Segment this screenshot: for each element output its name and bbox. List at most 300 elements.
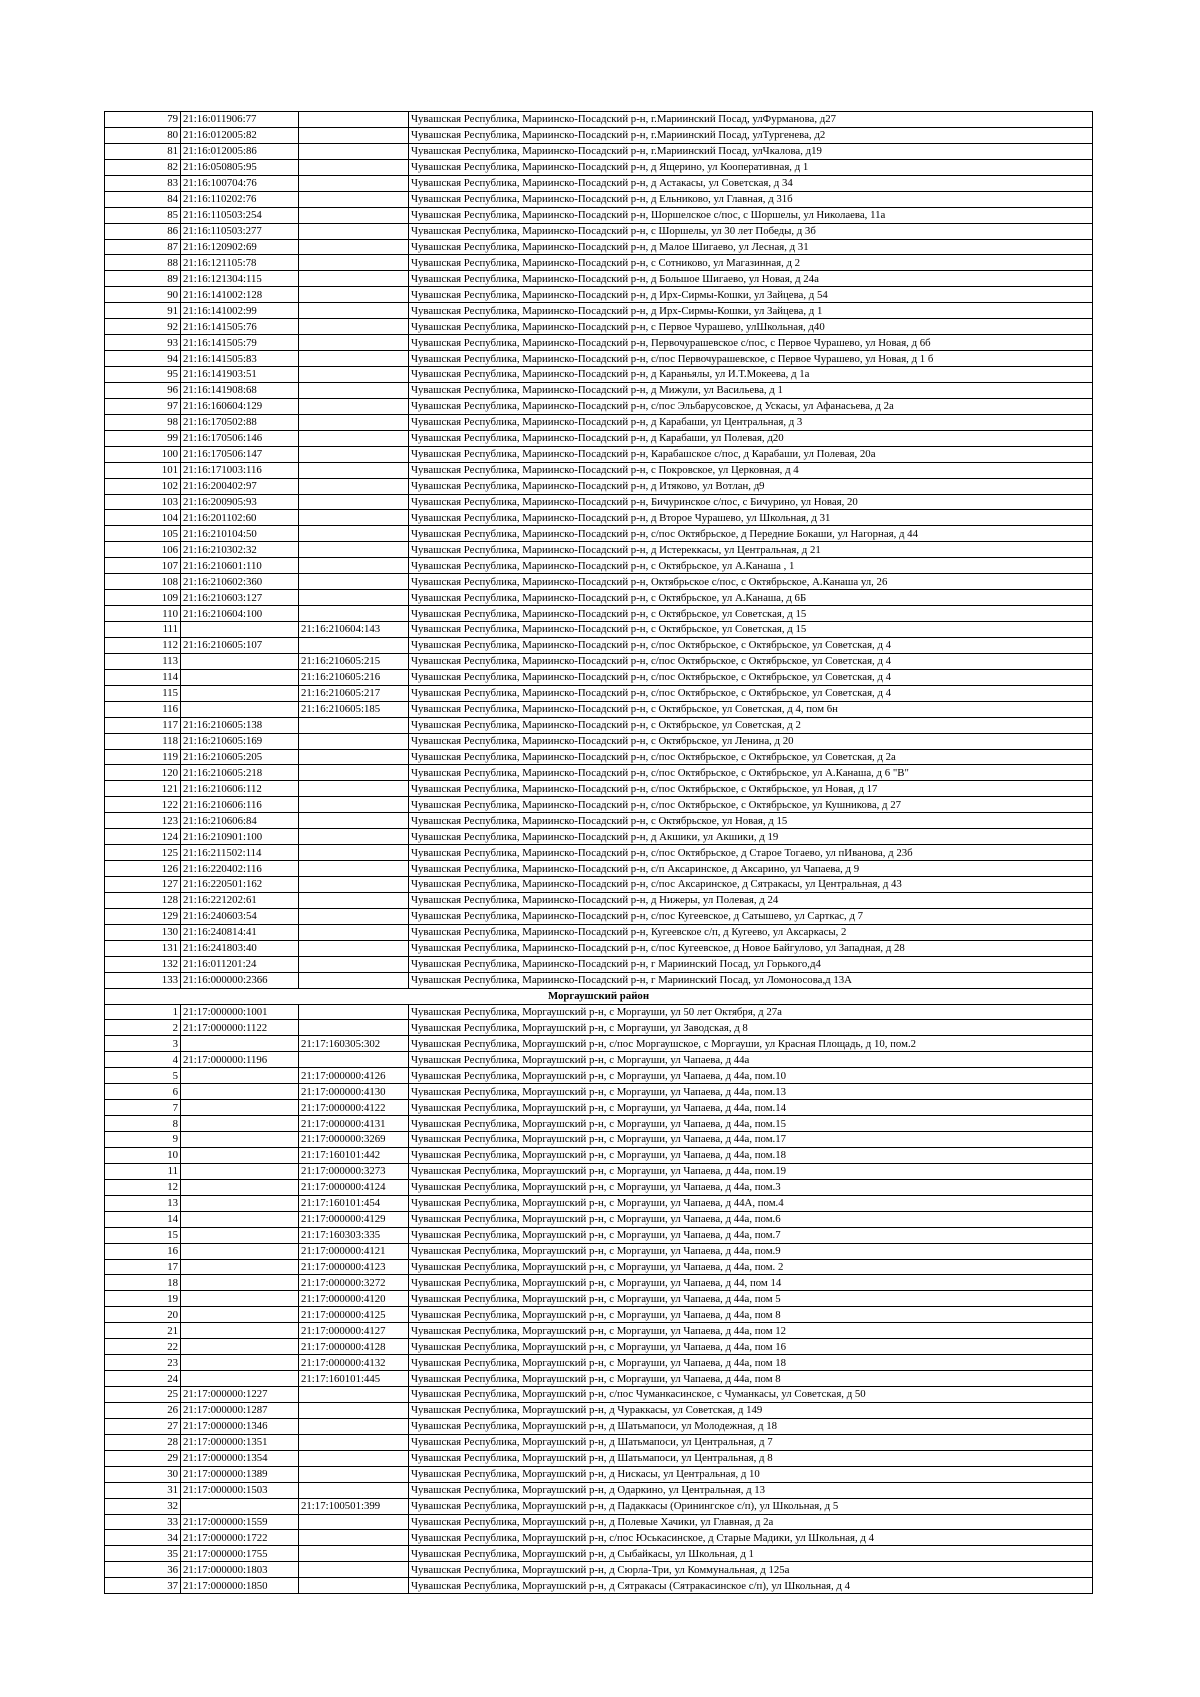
address: Чувашская Республика, Моргаушский р-н, д Сыбайкасы, ул Школьная, д 1 (409, 1546, 1093, 1562)
premises-cadastral-number (299, 892, 409, 908)
cadastral-number: 21:16:210603:127 (181, 590, 299, 606)
cadastral-number (181, 1195, 299, 1211)
row-number: 119 (105, 749, 181, 765)
premises-cadastral-number: 21:17:160101:445 (299, 1371, 409, 1387)
cadastral-number: 21:16:211502:114 (181, 845, 299, 861)
address: Чувашская Республика, Моргаушский р-н, д Нискасы, ул Центральная, д 10 (409, 1466, 1093, 1482)
address: Чувашская Республика, Мариинско-Посадский р-н, с Сотниково, ул Магазинная, д 2 (409, 255, 1093, 271)
table-row (105, 606, 1093, 622)
address: Чувашская Республика, Мариинско-Посадский р-н, с/пос Эльбарусовское, д Ускасы, ул Афанасьева, д 2а (409, 398, 1093, 414)
cadastral-number: 21:17:000000:1755 (181, 1546, 299, 1562)
premises-cadastral-number (299, 414, 409, 430)
cadastral-number: 21:16:141505:76 (181, 319, 299, 335)
table-row (105, 1450, 1093, 1466)
table-row (105, 446, 1093, 462)
row-number: 30 (105, 1466, 181, 1482)
cadastral-number (181, 1243, 299, 1259)
row-number: 124 (105, 829, 181, 845)
premises-cadastral-number (299, 861, 409, 877)
row-number: 84 (105, 191, 181, 207)
table-row (105, 924, 1093, 940)
row-number: 33 (105, 1514, 181, 1530)
row-number: 91 (105, 303, 181, 319)
cadastral-number: 21:16:170502:88 (181, 414, 299, 430)
table-row (105, 892, 1093, 908)
row-number: 130 (105, 924, 181, 940)
row-number: 89 (105, 271, 181, 287)
address: Чувашская Республика, Моргаушский р-н, д Сюрла-Три, ул Коммунальная, д 125а (409, 1562, 1093, 1578)
address: Чувашская Республика, Моргаушский р-н, с Моргауши, ул Чапаева, д 44, пом 14 (409, 1275, 1093, 1291)
cadastral-number: 21:17:000000:1850 (181, 1578, 299, 1594)
table-row (105, 542, 1093, 558)
address: Чувашская Республика, Мариинско-Посадский р-н, с/пос Октябрьское, д Старое Тогаево, ул пИванова, д 23б (409, 845, 1093, 861)
address: Чувашская Республика, Мариинско-Посадский р-н, д Акшики, ул Акшики, д 19 (409, 829, 1093, 845)
cadastral-number: 21:16:210602:360 (181, 574, 299, 590)
table-row (105, 1546, 1093, 1562)
cadastral-number: 21:16:210605:205 (181, 749, 299, 765)
address: Чувашская Республика, Моргаушский р-н, с Моргауши, ул Чапаева, д 44а, пом 18 (409, 1355, 1093, 1371)
address: Чувашская Республика, Моргаушский р-н, д Шатьмапоси, ул Центральная, д 7 (409, 1434, 1093, 1450)
row-number: 11 (105, 1163, 181, 1179)
row-number: 123 (105, 813, 181, 829)
premises-cadastral-number (299, 255, 409, 271)
table-row (105, 287, 1093, 303)
row-number: 35 (105, 1546, 181, 1562)
table-row (105, 1147, 1093, 1163)
cadastral-number: 21:17:000000:1196 (181, 1052, 299, 1068)
address: Чувашская Республика, Мариинско-Посадский р-н, г.Мариинский Посад, улФурманова, д27 (409, 112, 1093, 128)
section-header (105, 988, 1093, 1004)
row-number: 10 (105, 1147, 181, 1163)
premises-cadastral-number (299, 940, 409, 956)
premises-cadastral-number (299, 175, 409, 191)
premises-cadastral-number (299, 1546, 409, 1562)
premises-cadastral-number: 21:16:210605:185 (299, 701, 409, 717)
row-number: 3 (105, 1036, 181, 1052)
address: Чувашская Республика, Мариинско-Посадский р-н, с/пос Кугеевское, д Новое Байгулово, ул Западная, д 28 (409, 940, 1093, 956)
rows-mariinsko-posadsky (105, 112, 1093, 989)
table-row (105, 319, 1093, 335)
premises-cadastral-number (299, 558, 409, 574)
row-number: 5 (105, 1068, 181, 1084)
address: Чувашская Республика, Моргаушский р-н, с Моргауши, ул Чапаева, д 44а, пом.7 (409, 1227, 1093, 1243)
table-row (105, 112, 1093, 128)
premises-cadastral-number: 21:17:000000:3272 (299, 1275, 409, 1291)
row-number: 17 (105, 1259, 181, 1275)
premises-cadastral-number (299, 335, 409, 351)
address: Чувашская Республика, Моргаушский р-н, д Полевые Хачики, ул Главная, д 2а (409, 1514, 1093, 1530)
section-title: Моргаушский район (105, 988, 1093, 1004)
cadastral-number (181, 1275, 299, 1291)
row-number: 28 (105, 1434, 181, 1450)
table-row (105, 1418, 1093, 1434)
address: Чувашская Республика, Моргаушский р-н, с Моргауши, ул Чапаева, д 44а, пом 16 (409, 1339, 1093, 1355)
row-number: 16 (105, 1243, 181, 1259)
row-number: 85 (105, 207, 181, 223)
table-row (105, 797, 1093, 813)
cadastral-number: 21:16:141903:51 (181, 367, 299, 383)
address: Чувашская Республика, Мариинско-Посадский р-н, с Октябрьское, ул А.Канаша , 1 (409, 558, 1093, 574)
cadastral-number: 21:16:121304:115 (181, 271, 299, 287)
cadastral-number (181, 1323, 299, 1339)
cadastral-number: 21:16:201102:60 (181, 510, 299, 526)
cadastral-number: 21:16:210601:110 (181, 558, 299, 574)
premises-cadastral-number: 21:17:100501:399 (299, 1498, 409, 1514)
row-number: 121 (105, 781, 181, 797)
cadastral-number: 21:16:141505:79 (181, 335, 299, 351)
premises-cadastral-number (299, 574, 409, 590)
address: Чувашская Республика, Мариинско-Посадский р-н, с Октябрьское, ул Советская, д 15 (409, 622, 1093, 638)
cadastral-number: 21:16:220402:116 (181, 861, 299, 877)
row-number: 29 (105, 1450, 181, 1466)
address: Чувашская Республика, Мариинско-Посадский р-н, с/пос Октябрьское, с Октябрьское, ул Советская, д 2а (409, 749, 1093, 765)
cadastral-number: 21:16:221202:61 (181, 892, 299, 908)
table-row (105, 765, 1093, 781)
cadastral-number: 21:17:000000:1803 (181, 1562, 299, 1578)
table-row (105, 685, 1093, 701)
row-number: 82 (105, 159, 181, 175)
row-number: 32 (105, 1498, 181, 1514)
cadastral-number: 21:16:241803:40 (181, 940, 299, 956)
cadastral-number: 21:16:240603:54 (181, 908, 299, 924)
row-number: 19 (105, 1291, 181, 1307)
premises-cadastral-number (299, 1052, 409, 1068)
row-number: 15 (105, 1227, 181, 1243)
table-row (105, 255, 1093, 271)
cadastral-number: 21:16:110503:254 (181, 207, 299, 223)
table-row (105, 1004, 1093, 1020)
cadastral-number: 21:16:220501:162 (181, 877, 299, 893)
premises-cadastral-number: 21:17:160305:302 (299, 1036, 409, 1052)
row-number: 13 (105, 1195, 181, 1211)
table-row (105, 637, 1093, 653)
address: Чувашская Республика, Мариинско-Посадский р-н, г.Мариинский Посад, улЧкалова, д19 (409, 143, 1093, 159)
row-number: 14 (105, 1211, 181, 1227)
cadastral-number (181, 1084, 299, 1100)
table-row (105, 335, 1093, 351)
table-row (105, 191, 1093, 207)
cadastral-number: 21:16:170506:146 (181, 430, 299, 446)
table-row (105, 1498, 1093, 1514)
address: Чувашская Республика, Моргаушский р-н, с Моргауши, ул Чапаева, д 44а, пом.18 (409, 1147, 1093, 1163)
address: Чувашская Республика, Мариинско-Посадский р-н, с Первое Чурашево, улШкольная, д40 (409, 319, 1093, 335)
address: Чувашская Республика, Моргаушский р-н, с Моргауши, ул Чапаева, д 44А, пом.4 (409, 1195, 1093, 1211)
address: Чувашская Республика, Мариинско-Посадский р-н, с/пос Октябрьское, с Октябрьское, ул Кушникова, д 27 (409, 797, 1093, 813)
address: Чувашская Республика, Моргаушский р-н, с Моргауши, ул Чапаева, д 44а, пом.15 (409, 1116, 1093, 1132)
row-number: 100 (105, 446, 181, 462)
premises-cadastral-number: 21:17:000000:4121 (299, 1243, 409, 1259)
premises-cadastral-number: 21:16:210605:217 (299, 685, 409, 701)
cadastral-number: 21:16:210604:100 (181, 606, 299, 622)
address: Чувашская Республика, Мариинско-Посадский р-н, с/пос Октябрьское, с Октябрьское, ул Советская, д 4 (409, 637, 1093, 653)
address: Чувашская Республика, Мариинско-Посадский р-н, с/пос Октябрьское, с Октябрьское, ул Новая, д 17 (409, 781, 1093, 797)
table-row (105, 574, 1093, 590)
premises-cadastral-number (299, 494, 409, 510)
row-number: 105 (105, 526, 181, 542)
row-number: 8 (105, 1116, 181, 1132)
premises-cadastral-number (299, 606, 409, 622)
table-row (105, 1402, 1093, 1418)
row-number: 18 (105, 1275, 181, 1291)
row-number: 122 (105, 797, 181, 813)
premises-cadastral-number: 21:17:000000:4131 (299, 1116, 409, 1132)
row-number: 21 (105, 1323, 181, 1339)
cadastral-number: 21:16:210605:218 (181, 765, 299, 781)
address: Чувашская Республика, Мариинско-Посадский р-н, д Итяково, ул Вотлан, д9 (409, 478, 1093, 494)
table-row (105, 1466, 1093, 1482)
table-row (105, 877, 1093, 893)
table-row (105, 1243, 1093, 1259)
cadastral-number (181, 685, 299, 701)
address: Чувашская Республика, Моргаушский р-н, с Моргауши, ул Чапаева, д 44а, пом 12 (409, 1323, 1093, 1339)
table-row (105, 1562, 1093, 1578)
address: Чувашская Республика, Мариинско-Посадский р-н, г Мариинский Посад, ул Ломоносова,д 13А (409, 972, 1093, 988)
section-row (105, 988, 1093, 1004)
row-number: 26 (105, 1402, 181, 1418)
premises-cadastral-number (299, 446, 409, 462)
premises-cadastral-number (299, 319, 409, 335)
address: Чувашская Республика, Мариинско-Посадский р-н, д Астакасы, ул Советская, д 34 (409, 175, 1093, 191)
table-row (105, 1052, 1093, 1068)
table-row (105, 813, 1093, 829)
address: Чувашская Республика, Мариинско-Посадский р-н, с/пос Кугеевское, д Сатышево, ул Сарткас, д 7 (409, 908, 1093, 924)
address: Чувашская Республика, Мариинско-Посадский р-н, с/п Аксаринское, д Аксарино, ул Чапаева, д 9 (409, 861, 1093, 877)
cadastral-number: 21:17:000000:1122 (181, 1020, 299, 1036)
address: Чувашская Республика, Моргаушский р-н, с Моргауши, ул Чапаева, д 44а, пом.6 (409, 1211, 1093, 1227)
table-row (105, 1323, 1093, 1339)
table-row (105, 1132, 1093, 1148)
premises-cadastral-number (299, 398, 409, 414)
row-number: 1 (105, 1004, 181, 1020)
row-number: 111 (105, 622, 181, 638)
premises-cadastral-number (299, 972, 409, 988)
table-row (105, 1339, 1093, 1355)
address: Чувашская Республика, Мариинско-Посадский р-н, с/пос Октябрьское, д Передние Бокаши, ул Нагорная, д 44 (409, 526, 1093, 542)
premises-cadastral-number: 21:17:000000:4132 (299, 1355, 409, 1371)
table-row (105, 414, 1093, 430)
address: Чувашская Республика, Мариинско-Посадский р-н, с/пос Октябрьское, с Октябрьское, ул Советская, д 4 (409, 685, 1093, 701)
table-row (105, 701, 1093, 717)
table-row (105, 494, 1093, 510)
address: Чувашская Республика, Мариинско-Посадский р-н, с Октябрьское, ул Ленина, д 20 (409, 733, 1093, 749)
premises-cadastral-number (299, 430, 409, 446)
premises-cadastral-number (299, 303, 409, 319)
address: Чувашская Республика, Моргаушский р-н, с Моргауши, ул Чапаева, д 44а, пом.14 (409, 1100, 1093, 1116)
premises-cadastral-number (299, 1418, 409, 1434)
table-row (105, 1163, 1093, 1179)
cadastral-number (181, 1211, 299, 1227)
row-number: 80 (105, 127, 181, 143)
premises-cadastral-number (299, 478, 409, 494)
table-row (105, 143, 1093, 159)
address: Чувашская Республика, Мариинско-Посадский р-н, с Октябрьское, ул Новая, д 15 (409, 813, 1093, 829)
row-number: 36 (105, 1562, 181, 1578)
row-number: 97 (105, 398, 181, 414)
cadastral-number: 21:16:012005:82 (181, 127, 299, 143)
address: Чувашская Республика, Мариинско-Посадский р-н, д Карабаши, ул Центральная, д 3 (409, 414, 1093, 430)
premises-cadastral-number (299, 127, 409, 143)
table-row (105, 1578, 1093, 1594)
premises-cadastral-number: 21:17:000000:4125 (299, 1307, 409, 1323)
premises-cadastral-number (299, 462, 409, 478)
table-row (105, 382, 1093, 398)
premises-cadastral-number (299, 1387, 409, 1403)
row-number: 113 (105, 653, 181, 669)
premises-cadastral-number: 21:17:160101:454 (299, 1195, 409, 1211)
cadastral-number (181, 1132, 299, 1148)
premises-cadastral-number (299, 1450, 409, 1466)
address: Чувашская Республика, Моргаушский р-н, с Моргауши, ул Чапаева, д 44а, пом 8 (409, 1371, 1093, 1387)
row-number: 94 (105, 351, 181, 367)
table-row (105, 1514, 1093, 1530)
cadastral-number: 21:16:200402:97 (181, 478, 299, 494)
table-row (105, 478, 1093, 494)
row-number: 22 (105, 1339, 181, 1355)
address: Чувашская Республика, Моргаушский р-н, с Моргауши, ул Чапаева, д 44а, пом.3 (409, 1179, 1093, 1195)
cadastral-number: 21:16:100704:76 (181, 175, 299, 191)
cadastral-number: 21:16:210104:50 (181, 526, 299, 542)
premises-cadastral-number: 21:17:000000:4127 (299, 1323, 409, 1339)
address: Чувашская Республика, Моргаушский р-н, с/пос Моргаушское, с Моргауши, ул Красная Площадь, д 10, пом.2 (409, 1036, 1093, 1052)
cadastral-number: 21:16:141002:128 (181, 287, 299, 303)
cadastral-number: 21:17:000000:1351 (181, 1434, 299, 1450)
cadastral-number (181, 622, 299, 638)
cadastral-number: 21:16:171003:116 (181, 462, 299, 478)
premises-cadastral-number: 21:17:000000:4126 (299, 1068, 409, 1084)
row-number: 98 (105, 414, 181, 430)
address: Чувашская Республика, Моргаушский р-н, с/пос Юськасинское, д Старые Мадики, ул Школьная, д 4 (409, 1530, 1093, 1546)
address: Чувашская Республика, Мариинско-Посадский р-н, д Ельниково, ул Главная, д 31б (409, 191, 1093, 207)
table-row (105, 622, 1093, 638)
cadastral-number (181, 1227, 299, 1243)
row-number: 37 (105, 1578, 181, 1594)
table-row (105, 510, 1093, 526)
premises-cadastral-number (299, 797, 409, 813)
address: Чувашская Республика, Мариинско-Посадский р-н, Кугеевское с/п, д Кугеево, ул Аксаркасы, 2 (409, 924, 1093, 940)
table-row (105, 223, 1093, 239)
cadastral-number: 21:17:000000:1354 (181, 1450, 299, 1466)
address: Чувашская Республика, Моргаушский р-н, с Моргауши, ул Чапаева, д 44а, пом.17 (409, 1132, 1093, 1148)
cadastral-number (181, 1036, 299, 1052)
premises-cadastral-number (299, 223, 409, 239)
cadastral-number: 21:16:141505:83 (181, 351, 299, 367)
cadastral-number: 21:17:000000:1559 (181, 1514, 299, 1530)
row-number: 131 (105, 940, 181, 956)
row-number: 88 (105, 255, 181, 271)
cadastral-number: 21:16:210302:32 (181, 542, 299, 558)
premises-cadastral-number (299, 112, 409, 128)
row-number: 129 (105, 908, 181, 924)
premises-cadastral-number: 21:17:000000:3273 (299, 1163, 409, 1179)
address: Чувашская Республика, Мариинско-Посадский р-н, Октябрьское с/пос, с Октябрьское, А.Канаша ул, 26 (409, 574, 1093, 590)
cadastral-number (181, 1498, 299, 1514)
address: Чувашская Республика, Моргаушский р-н, с Моргауши, ул 50 лет Октября, д 27а (409, 1004, 1093, 1020)
row-number: 106 (105, 542, 181, 558)
table-row (105, 1291, 1093, 1307)
row-number: 109 (105, 590, 181, 606)
address: Чувашская Республика, Мариинско-Посадский р-н, д Ирх-Сирмы-Кошки, ул Зайцева, д 54 (409, 287, 1093, 303)
address: Чувашская Республика, Моргаушский р-н, с Моргауши, ул Чапаева, д 44а, пом.10 (409, 1068, 1093, 1084)
row-number: 81 (105, 143, 181, 159)
row-number: 125 (105, 845, 181, 861)
table-row (105, 1084, 1093, 1100)
cadastral-number: 21:16:210606:116 (181, 797, 299, 813)
premises-cadastral-number: 21:17:160303:335 (299, 1227, 409, 1243)
table-row (105, 175, 1093, 191)
row-number: 2 (105, 1020, 181, 1036)
premises-cadastral-number (299, 765, 409, 781)
premises-cadastral-number (299, 590, 409, 606)
address: Чувашская Республика, Моргаушский р-н, с Моргауши, ул Чапаева, д 44а, пом.19 (409, 1163, 1093, 1179)
row-number: 27 (105, 1418, 181, 1434)
cadastral-number (181, 1116, 299, 1132)
row-number: 83 (105, 175, 181, 191)
premises-cadastral-number (299, 1530, 409, 1546)
address: Чувашская Республика, Мариинско-Посадский р-н, с Октябрьское, ул Советская, д 15 (409, 606, 1093, 622)
premises-cadastral-number (299, 1578, 409, 1594)
address: Чувашская Республика, Мариинско-Посадский р-н, Бичуринское с/пос, с Бичурино, ул Новая, 20 (409, 494, 1093, 510)
row-number: 107 (105, 558, 181, 574)
table-row (105, 1211, 1093, 1227)
row-number: 23 (105, 1355, 181, 1371)
table-row (105, 430, 1093, 446)
cadastral-number: 21:16:160604:129 (181, 398, 299, 414)
premises-cadastral-number (299, 1482, 409, 1498)
table-row (105, 590, 1093, 606)
cadastral-number (181, 1068, 299, 1084)
cadastral-number (181, 1259, 299, 1275)
address: Чувашская Республика, Моргаушский р-н, с/пос Чуманкасинское, с Чуманкасы, ул Советская, д 50 (409, 1387, 1093, 1403)
cadastral-number: 21:16:011201:24 (181, 956, 299, 972)
premises-cadastral-number: 21:16:210605:216 (299, 669, 409, 685)
address: Чувашская Республика, Мариинско-Посадский р-н, Первочурашевское с/пос, с Первое Чурашево, ул Новая, д 6б (409, 335, 1093, 351)
table-row (105, 1179, 1093, 1195)
address: Чувашская Республика, Мариинско-Посадский р-н, д Ящерино, ул Кооперативная, д 1 (409, 159, 1093, 175)
premises-cadastral-number (299, 733, 409, 749)
table-row (105, 781, 1093, 797)
cadastral-number: 21:16:141908:68 (181, 382, 299, 398)
premises-cadastral-number (299, 287, 409, 303)
cadastral-number: 21:16:141002:99 (181, 303, 299, 319)
address: Чувашская Республика, Мариинско-Посадский р-н, с/пос Октябрьское, с Октябрьское, ул Советская, д 4 (409, 669, 1093, 685)
address: Чувашская Республика, Мариинско-Посадский р-н, с/пос Октябрьское, с Октябрьское, ул Советская, д 4 (409, 653, 1093, 669)
table-row (105, 1227, 1093, 1243)
row-number: 108 (105, 574, 181, 590)
table-row (105, 1116, 1093, 1132)
cadastral-number: 21:16:000000:2366 (181, 972, 299, 988)
premises-cadastral-number (299, 191, 409, 207)
address: Чувашская Республика, Моргаушский р-н, с Моргауши, ул Чапаева, д 44а, пом 5 (409, 1291, 1093, 1307)
table-row (105, 829, 1093, 845)
cadastral-number: 21:17:000000:1001 (181, 1004, 299, 1020)
cadastral-number: 21:17:000000:1389 (181, 1466, 299, 1482)
address: Чувашская Республика, Мариинско-Посадский р-н, Шоршелское с/пос, с Шоршелы, ул Николаева, 11а (409, 207, 1093, 223)
address: Чувашская Республика, Моргаушский р-н, д Сятракасы (Сятракасинское с/п), ул Школьная, д 4 (409, 1578, 1093, 1594)
cadastral-number: 21:16:110503:277 (181, 223, 299, 239)
cadastral-number: 21:17:000000:1227 (181, 1387, 299, 1403)
premises-cadastral-number (299, 510, 409, 526)
row-number: 6 (105, 1084, 181, 1100)
row-number: 90 (105, 287, 181, 303)
address: Чувашская Республика, Мариинско-Посадский р-н, д Караньялы, ул И.Т.Мокеева, д 1а (409, 367, 1093, 383)
row-number: 12 (105, 1179, 181, 1195)
table-row (105, 462, 1093, 478)
row-number: 79 (105, 112, 181, 128)
premises-cadastral-number (299, 239, 409, 255)
row-number: 120 (105, 765, 181, 781)
address: Чувашская Республика, Мариинско-Посадский р-н, д Малое Шигаево, ул Лесная, д 31 (409, 239, 1093, 255)
cadastral-number: 21:16:210606:112 (181, 781, 299, 797)
